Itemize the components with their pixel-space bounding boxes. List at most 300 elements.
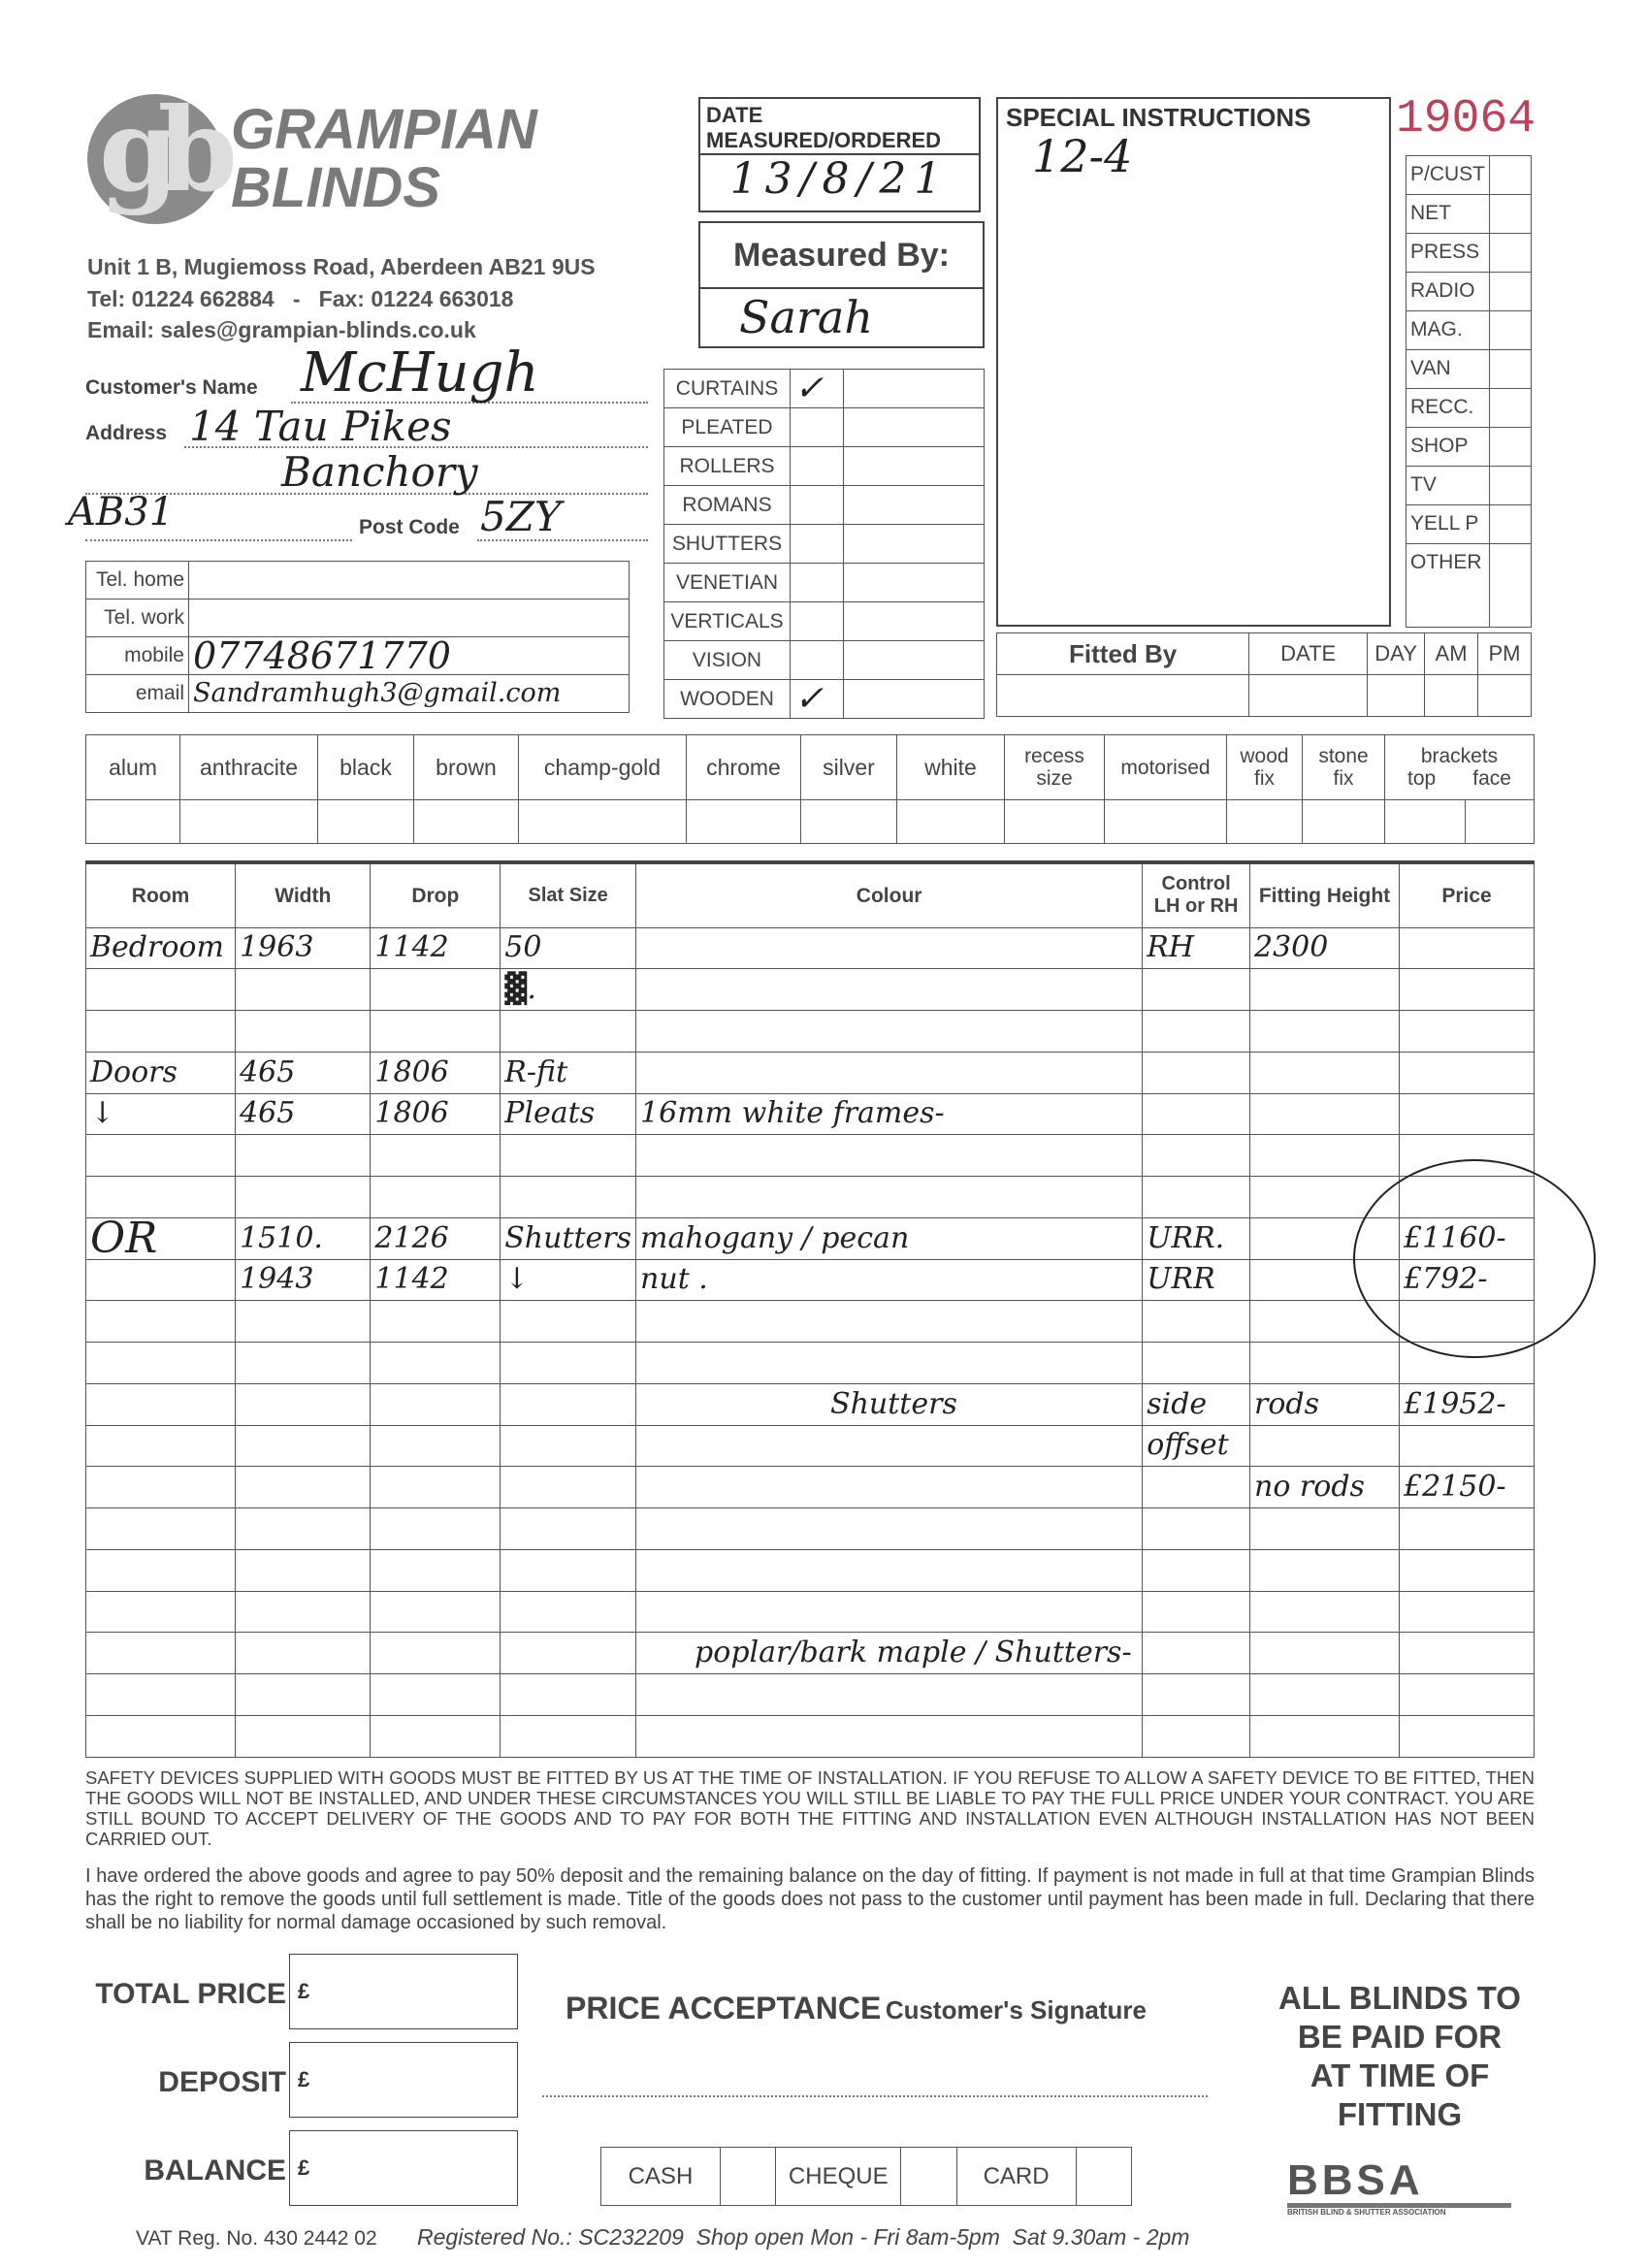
product-checkbox[interactable] — [791, 602, 844, 641]
order-cell-price[interactable]: £792- — [1400, 1259, 1535, 1301]
order-cell-drop[interactable] — [371, 1674, 501, 1716]
source-label: VAN — [1406, 350, 1490, 389]
source-row — [1406, 467, 1532, 505]
order-cell-slat-size[interactable]: Pleats — [501, 1093, 636, 1135]
measured-by-label: Measured By: — [700, 223, 983, 289]
fitted-header: AM — [1425, 633, 1478, 675]
option-cell[interactable] — [1005, 800, 1105, 844]
table-row — [86, 1093, 1535, 1135]
order-cell-control-lh-or-rh[interactable] — [1143, 1177, 1250, 1218]
order-cell-drop[interactable]: 1142 — [371, 927, 501, 969]
order-cell-price[interactable]: £2150- — [1400, 1467, 1535, 1508]
order-cell-fitting-height[interactable] — [1250, 1508, 1400, 1550]
order-cell-control-lh-or-rh[interactable]: side — [1143, 1383, 1250, 1425]
order-cell-room[interactable] — [86, 1177, 236, 1218]
option-cell[interactable] — [519, 800, 687, 844]
order-cell-width[interactable] — [236, 1343, 371, 1384]
currency-symbol: £ — [298, 2067, 310, 2091]
source-label: MAG. — [1406, 311, 1490, 350]
order-cell-control-lh-or-rh[interactable]: RH — [1143, 927, 1250, 969]
order-cell-colour[interactable]: 16mm white frames- — [636, 1093, 1143, 1135]
order-cell-drop[interactable] — [371, 1633, 501, 1674]
order-cell-fitting-height[interactable] — [1250, 1425, 1400, 1467]
order-cell-colour[interactable] — [636, 1135, 1143, 1177]
source-label: PRESS — [1406, 234, 1490, 273]
product-note[interactable] — [844, 564, 985, 602]
fitted-by-table — [996, 632, 1532, 717]
product-note[interactable] — [844, 602, 985, 641]
source-row — [1406, 311, 1532, 350]
price-acceptance — [566, 1991, 1147, 2026]
bbsa-logo-text: BBSA — [1287, 2158, 1511, 2208]
source-row — [1406, 195, 1532, 234]
fitted-cell[interactable] — [1425, 675, 1478, 717]
bracket-face: face — [1472, 767, 1511, 790]
order-cell-colour[interactable]: mahogany / pecan — [636, 1217, 1143, 1259]
order-header: Room — [86, 862, 236, 927]
contact-row — [86, 599, 630, 637]
order-cell-fitting-height[interactable] — [1250, 1549, 1400, 1591]
order-cell-drop[interactable] — [371, 969, 501, 1011]
fitted-header-row — [997, 633, 1532, 675]
postcode-part-1: AB31 — [68, 490, 175, 535]
order-cell-slat-size[interactable] — [501, 1177, 636, 1218]
order-cell-control-lh-or-rh[interactable] — [1143, 1549, 1250, 1591]
order-cell-control-lh-or-rh[interactable] — [1143, 1011, 1250, 1053]
order-cell-price[interactable] — [1400, 1425, 1535, 1467]
order-cell-width[interactable] — [236, 1591, 371, 1633]
agreement-terms: I have ordered the above goods and agree to pay 50% deposit and the remaining balance on the day of fitting. If payment is not made in full at that time Grampian Blinds has the right to remove the goods until full settlement is made. Title of the goods does not pass to the customer until payment has been made in full. Declaring that there shall be no liability for normal damage occasioned by such removal. — [85, 1865, 1535, 1933]
order-cell-price[interactable] — [1400, 1549, 1535, 1591]
source-checkbox[interactable] — [1490, 273, 1532, 311]
total-field[interactable] — [289, 1954, 518, 2029]
total-label: DEPOSIT — [158, 2066, 286, 2098]
order-cell-price[interactable]: £1160- — [1400, 1217, 1535, 1259]
order-cell-room[interactable] — [86, 1425, 236, 1467]
order-cell-control-lh-or-rh[interactable] — [1143, 1633, 1250, 1674]
notice-line: BE PAID FOR — [1297, 2019, 1503, 2055]
source-checkbox[interactable] — [1490, 467, 1532, 505]
order-cell-fitting-height[interactable]: 2300 — [1250, 927, 1400, 969]
source-label: RADIO — [1406, 273, 1490, 311]
order-cell-slat-size[interactable] — [501, 1383, 636, 1425]
special-instructions-value[interactable]: 12-4 — [1032, 130, 1133, 182]
brackets-label: brackets — [1420, 745, 1499, 767]
order-cell-price[interactable] — [1400, 1633, 1535, 1674]
order-cell-width[interactable] — [236, 1011, 371, 1053]
source-label: OTHER — [1406, 544, 1490, 628]
table-row — [86, 1633, 1535, 1674]
product-note[interactable] — [844, 525, 985, 564]
order-cell-control-lh-or-rh[interactable] — [1143, 1301, 1250, 1343]
order-cell-fitting-height[interactable]: rods — [1250, 1383, 1400, 1425]
order-cell-colour[interactable]: nut . — [636, 1259, 1143, 1301]
product-row — [664, 641, 985, 680]
order-cell-slat-size[interactable] — [501, 1467, 636, 1508]
source-row — [1406, 389, 1532, 428]
product-row — [664, 525, 985, 564]
option-label: recess size — [1005, 735, 1105, 800]
product-note[interactable] — [844, 486, 985, 525]
contact-value[interactable]: Sandramhugh3@gmail.com — [189, 675, 630, 713]
order-cell-colour[interactable] — [636, 1343, 1143, 1384]
order-cell-fitting-height[interactable] — [1250, 1011, 1400, 1053]
product-type-table — [663, 369, 985, 719]
bracket-top-cell[interactable] — [1385, 800, 1466, 844]
source-checkbox[interactable] — [1490, 156, 1532, 195]
order-cell-width[interactable] — [236, 969, 371, 1011]
order-cell-room[interactable]: ↓ — [86, 1093, 236, 1135]
address-line-2: Banchory — [281, 448, 478, 496]
order-cell-drop[interactable] — [371, 1715, 501, 1757]
order-cell-width[interactable]: 1963 — [236, 927, 371, 969]
order-cell-colour[interactable] — [636, 1467, 1143, 1508]
option-cell[interactable] — [86, 800, 180, 844]
option-cell[interactable] — [318, 800, 414, 844]
bracket-top: top — [1407, 767, 1437, 790]
order-cell-room[interactable] — [86, 969, 236, 1011]
order-cell-fitting-height[interactable] — [1250, 969, 1400, 1011]
order-cell-slat-size[interactable] — [501, 1135, 636, 1177]
product-checkbox[interactable] — [791, 641, 844, 680]
order-cell-room[interactable] — [86, 1011, 236, 1053]
order-cell-room[interactable]: Doors — [86, 1052, 236, 1093]
option-label: anthracite — [180, 735, 318, 800]
contact-value[interactable] — [189, 562, 630, 599]
order-cell-price[interactable] — [1400, 1093, 1535, 1135]
payment-method-table — [600, 2147, 1132, 2206]
order-cell-width[interactable] — [236, 1549, 371, 1591]
order-cell-slat-size[interactable] — [501, 1011, 636, 1053]
fitted-cell[interactable] — [1478, 675, 1532, 717]
contact-row — [86, 637, 630, 675]
order-cell-slat-size[interactable]: 50 — [501, 927, 636, 969]
bracket-face-cell[interactable] — [1466, 800, 1535, 844]
order-cell-control-lh-or-rh[interactable] — [1143, 1135, 1250, 1177]
order-cell-price[interactable] — [1400, 1715, 1535, 1757]
order-header: Slat Size — [501, 862, 636, 927]
order-cell-price[interactable]: £1952- — [1400, 1383, 1535, 1425]
order-cell-room[interactable] — [86, 1259, 236, 1301]
order-cell-fitting-height[interactable] — [1250, 1633, 1400, 1674]
order-cell-colour[interactable] — [636, 1425, 1143, 1467]
table-row — [86, 1508, 1535, 1550]
product-checkbox[interactable] — [791, 564, 844, 602]
order-cell-control-lh-or-rh[interactable] — [1143, 1508, 1250, 1550]
special-instructions-box — [996, 97, 1391, 627]
order-cell-price[interactable] — [1400, 1508, 1535, 1550]
product-checkbox[interactable] — [791, 447, 844, 486]
product-checkbox[interactable] — [791, 525, 844, 564]
order-cell-slat-size[interactable] — [501, 1508, 636, 1550]
bbsa-caption: BRITISH BLIND & SHUTTER ASSOCIATION — [1287, 2208, 1446, 2217]
order-cell-control-lh-or-rh[interactable]: offset — [1143, 1425, 1250, 1467]
contact-row — [86, 562, 630, 599]
order-header: Colour — [636, 862, 1143, 927]
order-cell-drop[interactable] — [371, 1549, 501, 1591]
order-cell-drop[interactable] — [371, 1301, 501, 1343]
order-cell-width[interactable] — [236, 1135, 371, 1177]
total-field[interactable] — [289, 2042, 518, 2118]
fitted-cell[interactable] — [1368, 675, 1425, 717]
order-cell-colour[interactable] — [636, 1011, 1143, 1053]
source-table — [1406, 155, 1532, 628]
fitted-cell[interactable] — [997, 675, 1249, 717]
order-cell-colour[interactable] — [636, 927, 1143, 969]
order-cell-colour[interactable] — [636, 1549, 1143, 1591]
order-cell-width[interactable]: 465 — [236, 1052, 371, 1093]
order-cell-width[interactable] — [236, 1715, 371, 1757]
date-value[interactable]: 13/8/21 — [729, 154, 950, 204]
order-cell-width[interactable] — [236, 1425, 371, 1467]
order-cell-room[interactable] — [86, 1549, 236, 1591]
order-cell-drop[interactable] — [371, 1425, 501, 1467]
logo-letters: gb — [99, 82, 217, 217]
order-cell-control-lh-or-rh[interactable] — [1143, 1093, 1250, 1135]
order-cell-room[interactable] — [86, 1633, 236, 1674]
fitted-header: DAY — [1368, 633, 1425, 675]
option-cell[interactable] — [687, 800, 801, 844]
order-cell-room[interactable] — [86, 1674, 236, 1716]
fitted-header: PM — [1478, 633, 1532, 675]
order-cell-control-lh-or-rh[interactable] — [1143, 969, 1250, 1011]
order-cell-control-lh-or-rh[interactable] — [1143, 1715, 1250, 1757]
order-cell-fitting-height[interactable] — [1250, 1591, 1400, 1633]
order-cell-width[interactable]: 1510. — [236, 1217, 371, 1259]
order-cell-width[interactable] — [236, 1633, 371, 1674]
order-cell-drop[interactable]: 1806 — [371, 1052, 501, 1093]
payment-checkbox-card[interactable] — [1076, 2148, 1131, 2206]
postcode-part-2: 5ZY — [480, 493, 562, 540]
order-cell-colour[interactable] — [636, 1177, 1143, 1218]
order-cell-fitting-height[interactable] — [1250, 1674, 1400, 1716]
order-cell-colour[interactable] — [636, 1591, 1143, 1633]
source-label: RECC. — [1406, 389, 1490, 428]
options-header-row — [86, 735, 1535, 800]
options-value-row — [86, 800, 1535, 844]
company-name-1: GRAMPIAN — [231, 98, 537, 161]
order-cell-width[interactable] — [236, 1301, 371, 1343]
product-note[interactable] — [844, 680, 985, 719]
order-cell-room[interactable] — [86, 1467, 236, 1508]
order-cell-drop[interactable]: 1806 — [371, 1093, 501, 1135]
product-note[interactable] — [844, 370, 985, 408]
notice-line: FITTING — [1337, 2096, 1463, 2132]
order-cell-room[interactable] — [86, 1135, 236, 1177]
order-cell-room[interactable] — [86, 1508, 236, 1550]
order-cell-slat-size[interactable] — [501, 1633, 636, 1674]
order-cell-drop[interactable] — [371, 1177, 501, 1218]
order-cell-colour[interactable] — [636, 1052, 1143, 1093]
order-cell-drop[interactable] — [371, 1135, 501, 1177]
product-note[interactable] — [844, 447, 985, 486]
order-cell-width[interactable] — [236, 1467, 371, 1508]
order-cell-price[interactable] — [1400, 969, 1535, 1011]
order-cell-width[interactable] — [236, 1674, 371, 1716]
registered-info: Registered No.: SC232209 Shop open Mon - Fri 8am-5pm Sat 9.30am - 2pm — [417, 2224, 1190, 2250]
product-note[interactable] — [844, 408, 985, 447]
order-cell-room[interactable] — [86, 1715, 236, 1757]
fitted-cell[interactable] — [1249, 675, 1368, 717]
address-line-1: 14 Tau Pikes — [189, 403, 452, 450]
special-instructions-label: SPECIAL INSTRUCTIONS — [1006, 103, 1311, 132]
option-cell[interactable] — [1105, 800, 1227, 844]
order-number: 19064 — [1396, 93, 1536, 146]
source-checkbox[interactable] — [1490, 544, 1532, 628]
source-checkbox[interactable] — [1490, 195, 1532, 234]
option-label: white — [897, 735, 1005, 800]
source-checkbox[interactable] — [1490, 389, 1532, 428]
order-cell-room[interactable]: Bedroom — [86, 927, 236, 969]
table-row — [86, 969, 1535, 1011]
source-checkbox[interactable] — [1490, 234, 1532, 273]
order-cell-drop[interactable] — [371, 1343, 501, 1384]
product-row — [664, 486, 985, 525]
order-cell-control-lh-or-rh[interactable] — [1143, 1343, 1250, 1384]
order-cell-width[interactable]: 1943 — [236, 1259, 371, 1301]
source-row — [1406, 273, 1532, 311]
option-cell[interactable] — [801, 800, 897, 844]
order-cell-control-lh-or-rh[interactable]: URR. — [1143, 1217, 1250, 1259]
order-cell-drop[interactable] — [371, 1467, 501, 1508]
source-row — [1406, 505, 1532, 544]
source-row — [1406, 156, 1532, 195]
order-cell-room[interactable] — [86, 1301, 236, 1343]
order-cell-room[interactable] — [86, 1383, 236, 1425]
order-cell-control-lh-or-rh[interactable] — [1143, 1674, 1250, 1716]
order-cell-price[interactable] — [1400, 927, 1535, 969]
order-cell-slat-size[interactable] — [501, 1425, 636, 1467]
measured-by-box — [698, 221, 985, 348]
options-table — [85, 734, 1535, 844]
order-cell-drop[interactable] — [371, 1011, 501, 1053]
order-header: Control LH or RH — [1143, 862, 1250, 927]
customer-name-label: Customer's Name — [85, 376, 258, 399]
source-row — [1406, 544, 1532, 628]
order-cell-slat-size[interactable] — [501, 1549, 636, 1591]
order-cell-slat-size[interactable]: Shutters — [501, 1217, 636, 1259]
order-cell-room[interactable] — [86, 1591, 236, 1633]
order-cell-room[interactable]: OR — [86, 1217, 236, 1259]
order-cell-fitting-height[interactable]: no rods — [1250, 1467, 1400, 1508]
table-row — [86, 1177, 1535, 1218]
order-cell-slat-size[interactable]: R-fit — [501, 1052, 636, 1093]
order-cell-colour[interactable] — [636, 1674, 1143, 1716]
order-cell-drop[interactable] — [371, 1591, 501, 1633]
order-cell-drop[interactable]: 1142 — [371, 1259, 501, 1301]
order-cell-control-lh-or-rh[interactable] — [1143, 1591, 1250, 1633]
payment-checkbox-cash[interactable] — [720, 2148, 775, 2206]
company-address: Unit 1 B, Mugiemoss Road, Aberdeen AB21 9US — [87, 254, 596, 279]
order-cell-price[interactable] — [1400, 1052, 1535, 1093]
table-row — [86, 1715, 1535, 1757]
source-checkbox[interactable] — [1490, 505, 1532, 544]
order-cell-width[interactable] — [236, 1508, 371, 1550]
option-label: wood fix — [1227, 735, 1303, 800]
option-cell[interactable] — [1303, 800, 1385, 844]
option-cell[interactable] — [180, 800, 318, 844]
order-cell-width[interactable]: 465 — [236, 1093, 371, 1135]
order-cell-slat-size[interactable] — [501, 1343, 636, 1384]
table-row — [86, 1425, 1535, 1467]
order-cell-colour[interactable]: poplar/bark maple / Shutters- — [636, 1633, 1143, 1674]
order-cell-fitting-height[interactable] — [1250, 1135, 1400, 1177]
product-note[interactable] — [844, 641, 985, 680]
order-cell-price[interactable] — [1400, 1591, 1535, 1633]
total-label: TOTAL PRICE — [95, 1978, 286, 2010]
source-label: NET — [1406, 195, 1490, 234]
table-row — [86, 1549, 1535, 1591]
order-cell-slat-size[interactable]: ↓ — [501, 1259, 636, 1301]
product-row — [664, 564, 985, 602]
order-cell-slat-size[interactable] — [501, 1674, 636, 1716]
product-checkbox[interactable]: ✓ — [791, 680, 844, 719]
order-cell-control-lh-or-rh[interactable] — [1143, 1467, 1250, 1508]
contact-value[interactable] — [189, 599, 630, 637]
table-row — [86, 1383, 1535, 1425]
contact-value[interactable]: 07748671770 — [189, 637, 630, 675]
order-cell-slat-size[interactable] — [501, 1715, 636, 1757]
order-cell-width[interactable] — [236, 1177, 371, 1218]
order-cell-width[interactable] — [236, 1383, 371, 1425]
product-checkbox[interactable]: ✓ — [791, 370, 844, 408]
measured-by-value[interactable]: Sarah — [739, 291, 873, 343]
table-row — [86, 1467, 1535, 1508]
order-cell-colour[interactable] — [636, 969, 1143, 1011]
notice-line: ALL BLINDS TO — [1278, 1980, 1521, 2016]
option-label: alum — [86, 735, 180, 800]
order-cell-fitting-height[interactable] — [1250, 1343, 1400, 1384]
option-cell[interactable] — [1227, 800, 1303, 844]
order-cell-room[interactable] — [86, 1343, 236, 1384]
payment-checkbox-cheque[interactable] — [901, 2148, 956, 2206]
order-cell-slat-size[interactable] — [501, 1301, 636, 1343]
option-cell[interactable] — [414, 800, 519, 844]
payment-label: CASH — [601, 2148, 721, 2206]
product-label: VISION — [664, 641, 791, 680]
order-cell-drop[interactable] — [371, 1383, 501, 1425]
order-cell-fitting-height[interactable] — [1250, 1052, 1400, 1093]
order-cell-drop[interactable] — [371, 1508, 501, 1550]
source-checkbox[interactable] — [1490, 428, 1532, 467]
order-cell-price[interactable] — [1400, 1674, 1535, 1716]
option-cell[interactable] — [897, 800, 1005, 844]
total-field[interactable] — [289, 2130, 518, 2206]
order-cell-fitting-height[interactable] — [1250, 1715, 1400, 1757]
product-checkbox[interactable] — [791, 408, 844, 447]
order-cell-fitting-height[interactable] — [1250, 1093, 1400, 1135]
source-checkbox[interactable] — [1490, 350, 1532, 389]
order-cell-colour[interactable] — [636, 1508, 1143, 1550]
source-checkbox[interactable] — [1490, 311, 1532, 350]
fitted-value-row — [997, 675, 1532, 717]
signature-line[interactable] — [542, 2095, 1208, 2097]
order-lines-table — [85, 860, 1535, 1758]
order-cell-colour[interactable] — [636, 1301, 1143, 1343]
order-cell-control-lh-or-rh[interactable] — [1143, 1052, 1250, 1093]
order-cell-control-lh-or-rh[interactable]: URR — [1143, 1259, 1250, 1301]
order-cell-slat-size[interactable]: ▓. — [501, 969, 636, 1011]
order-cell-slat-size[interactable] — [501, 1591, 636, 1633]
product-checkbox[interactable] — [791, 486, 844, 525]
product-label: SHUTTERS — [664, 525, 791, 564]
order-cell-colour[interactable]: Shutters — [636, 1383, 1143, 1425]
order-cell-drop[interactable]: 2126 — [371, 1217, 501, 1259]
order-cell-price[interactable] — [1400, 1011, 1535, 1053]
order-cell-colour[interactable] — [636, 1715, 1143, 1757]
fitted-header: DATE — [1249, 633, 1368, 675]
date-label: DATE — [706, 103, 763, 127]
